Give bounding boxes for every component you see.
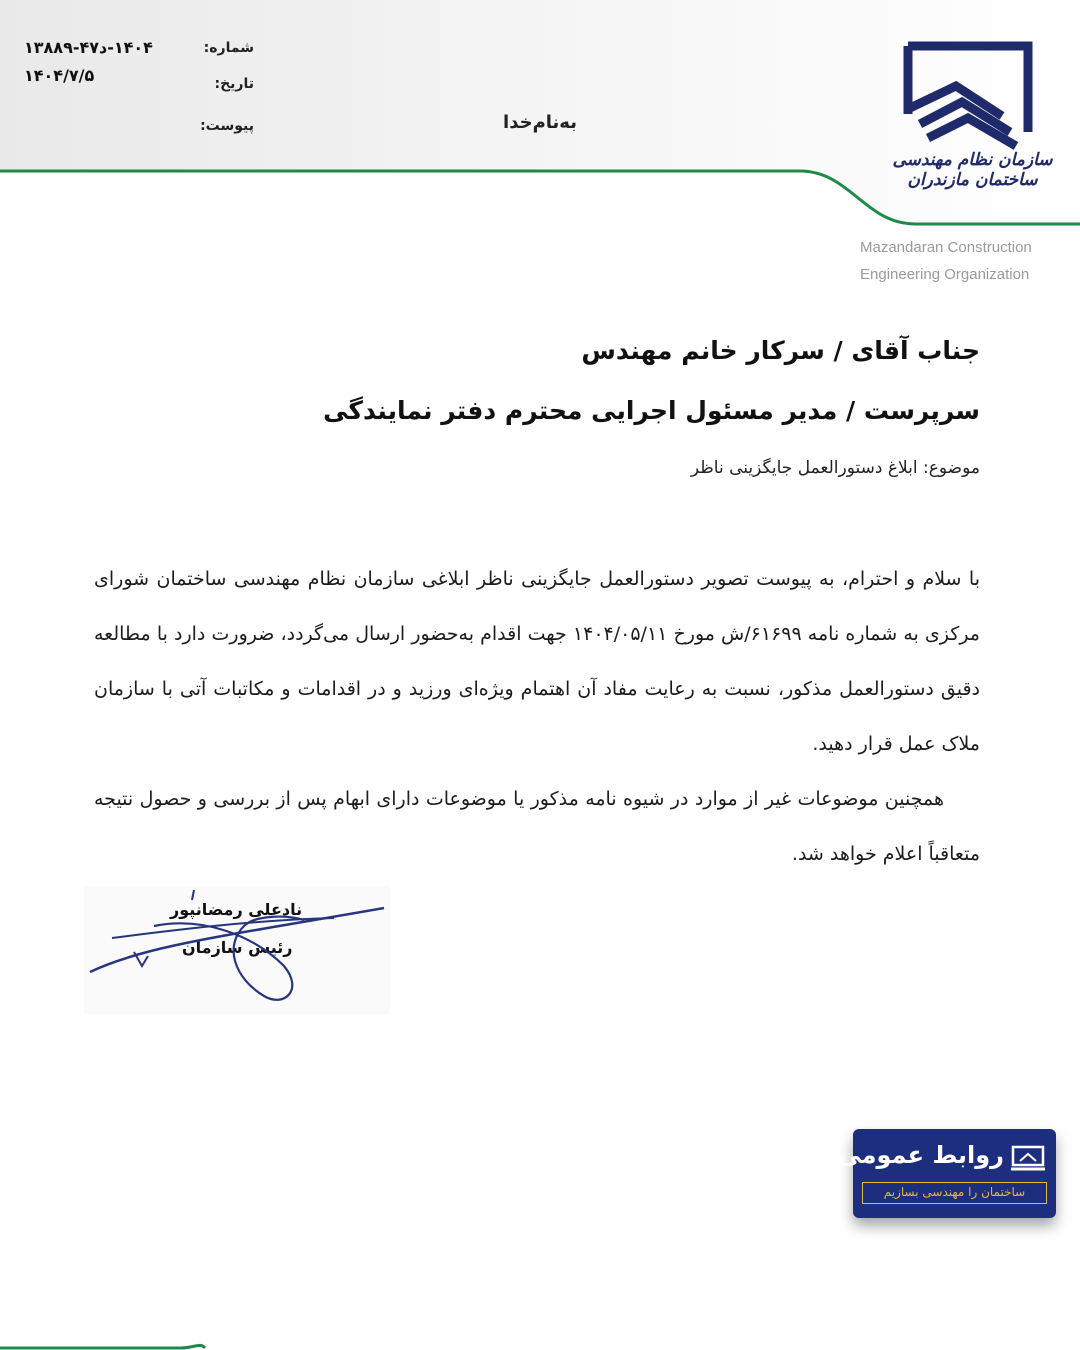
letter-date-row xyxy=(20,66,260,102)
letter-attachment-row xyxy=(20,114,260,144)
organization-english-name xyxy=(860,234,1065,288)
letter-number-value: ۱۴۰۴-د۴۷-۱۳۸۸۹ xyxy=(24,38,153,57)
body-paragraph-1: با سلام و احترام، به پیوست تصویر دستورالعمل جایگزینی ناظر ابلاغی سازمان نظام مهندسی ساختمان شورای مرکزی به شماره نامه ۶۱۶۹۹/ش مورخ ۱۴۰۴/۰۵/۱۱ جهت اقدام به‌حضور ارسال می‌گردد، ضرورت دارد با مطالعه دقیق دستورالعمل مذکور، نسبت به رعایت مفاد آن اهتمام ویژه‌ای ورزید و در اقدامات و مکاتبات آتی با سازمان ملاک عمل قرار دهید. xyxy=(94,568,980,755)
letter-date-label: تاریخ: xyxy=(214,76,254,92)
org-en-line1: Mazandaran Construction xyxy=(860,239,1032,256)
letter-date-value: ۱۴۰۴/۷/۵ xyxy=(24,66,95,85)
letter-attachment-label: پیوست: xyxy=(200,118,254,134)
signature-scribble-icon xyxy=(84,886,390,1014)
signatory-title: رئیس سازمان xyxy=(182,938,293,957)
public-relations-badge xyxy=(837,1129,1056,1218)
footer-green-line xyxy=(0,1330,240,1350)
addressee-line-2: سرپرست / مدیر مسئول اجرایی محترم دفتر نمایندگی xyxy=(323,396,980,425)
signatory-name: نادعلی رمضانپور xyxy=(170,900,303,919)
letter-number-label: شماره: xyxy=(203,40,254,56)
badge-title: روابط عمومی xyxy=(837,1141,1004,1169)
letter-number-row xyxy=(20,36,260,66)
addressee-line-1: جناب آقای / سرکار خانم مهندس xyxy=(581,336,980,365)
body-paragraph-2: همچنین موضوعات غیر از موارد در شیوه نامه مذکور یا موضوعات دارای ابهام پس از بررسی و حصول نتیجه متعاقباً اعلام خواهد شد. xyxy=(94,788,980,865)
letter-subject: موضوع: ابلاغ دستورالعمل جایگزینی ناظر xyxy=(690,458,980,478)
org-en-line2: Engineering Organization xyxy=(860,266,1030,283)
letter-body xyxy=(94,552,980,882)
badge-slogan: ساختمان را مهندسی بسازیم xyxy=(862,1182,1047,1204)
handshake-laptop-icon xyxy=(1010,1145,1046,1175)
bismillah: به‌نام‌خدا xyxy=(503,112,577,133)
logo-caption: سازمان نظام مهندسی ساختمان مازندران xyxy=(892,150,1053,190)
